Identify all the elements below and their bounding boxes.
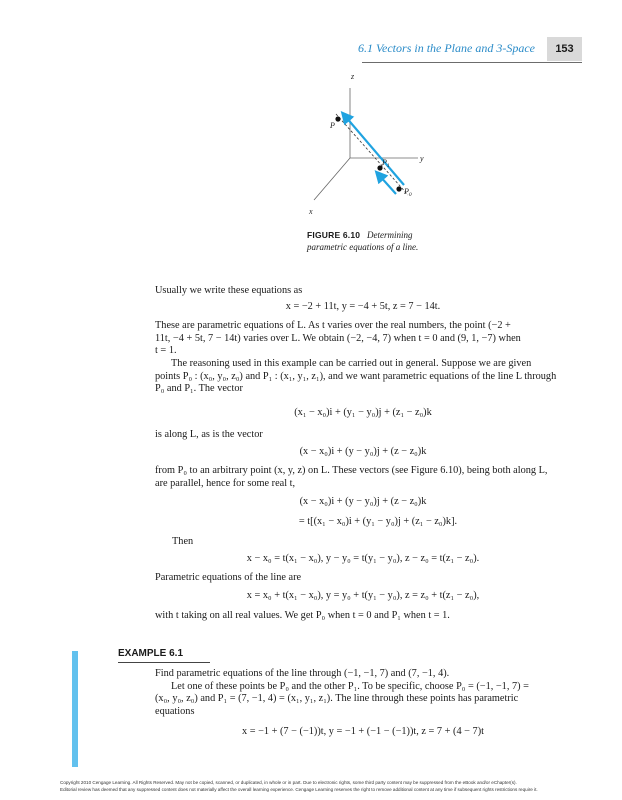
- svg-text:P: [329, 121, 335, 130]
- p-label: P: [330, 121, 335, 130]
- equation-6: x = x₀ + t(x₁ − x₀), y = y₀ + t(y₁ − y₀), z = z₀ + t(z₁ − z₀),: [246, 590, 480, 601]
- paragraph-from: [155, 465, 571, 490]
- example-line: Let one of these points be P₀ and the other P₁. To be specific, choose P₀ = (−1, −1, 7) =: [171, 680, 529, 692]
- paragraph-line: These are parametric equations of L. As t varies over the real numbers, the point (−2 +: [155, 320, 511, 331]
- caption-label: FIGURE 6.10: [307, 230, 361, 240]
- example-line: Find parametric equations of the line through (−1, −1, 7) and (7, −1, 4).: [155, 668, 450, 679]
- equation-1: x = −2 + 11t, y = −4 + 5t, z = 7 − 14t.: [285, 301, 441, 312]
- paragraph-conclusion: with t taking on all real values. We get P₀ when t = 0 and P₁ when t = 1.: [155, 610, 450, 621]
- y-label: y: [420, 154, 424, 163]
- footer-line: Editorial review has deemed that any suppressed content does not materially affect the overall learning experience. Cengage Learning reserves the right to remove additional content at any time if subsequent rights restrictions require it.: [60, 786, 538, 792]
- p0-sub: 0: [408, 192, 412, 198]
- running-title: 6.1 Vectors in the Plane and 3-Space: [358, 41, 535, 55]
- paragraph-along: is along L, as is the vector: [155, 429, 263, 440]
- page-number: 153: [547, 37, 582, 61]
- paragraph-line: t = 1.: [155, 345, 177, 356]
- example-rule: [118, 662, 210, 663]
- equation-4a: (x − x₀)i + (y − y₀)j + (z − z₀)k: [299, 496, 427, 507]
- equation-5: x − x₀ = t(x₁ − x₀), y − y₀ = t(y₁ − y₀), z − z₀ = t(z₁ − z₀).: [246, 553, 480, 564]
- figure-caption: [307, 229, 507, 253]
- x-label: x: [309, 207, 313, 216]
- paragraph-parametric: [155, 320, 571, 358]
- example-line: equations: [155, 705, 195, 717]
- then-text: Then: [172, 536, 194, 547]
- p1-sub: 1: [386, 163, 390, 169]
- paragraph-line: 11t, −4 + 5t, 7 − 14t) varies over L. We obtain (−2, −4, 7) when t = 0 and (9, 1, −7) when: [155, 332, 521, 344]
- footer-line: Copyright 2010 Cengage Learning. All Rights Reserved. May not be copied, scanned, or duplicated, in whole or in part. Due to electronic rights, some third party content may be suppressed from the eBook and/or eChapter(s).: [60, 780, 517, 785]
- dashed-line: [336, 114, 408, 195]
- caption-text-2: parametric equations of a line.: [307, 242, 419, 252]
- vector-p0-to-p1: [379, 175, 396, 194]
- paragraph-line: points P₀ : (x₀, y₀, z₀) and P₁ : (x₁, y₁, z₁), and we want parametric equations of the line L through: [155, 370, 557, 382]
- svg-text:P0: [403, 187, 412, 198]
- vector-p0-to-p: [345, 116, 404, 185]
- example-accent-bar: [72, 651, 78, 767]
- equation-2: (x₁ − x₀)i + (y₁ − y₀)j + (z₁ − z₀)k: [294, 407, 432, 418]
- figure-line-diagram: [300, 70, 440, 225]
- paragraph-line: from P₀ to an arbitrary point (x, y, z) on L. These vectors (see Figure 6.10), being both along L,: [155, 465, 548, 476]
- paragraph-line: are parallel, hence for some real t,: [155, 477, 296, 489]
- p0-label: P: [404, 187, 409, 196]
- header-rule: [362, 62, 582, 63]
- caption-text-1: Determining: [366, 230, 413, 240]
- copyright-footer: [60, 780, 580, 793]
- equation-4b: = t[(x₁ − x₀)i + (y₁ − y₀)j + (z₁ − z₀)k].: [298, 516, 458, 527]
- example-label: EXAMPLE 6.1: [118, 648, 184, 659]
- example-equation: x = −1 + (7 − (−1))t, y = −1 + (−1 − (−1))t, z = 7 + (4 − 7)t: [241, 726, 484, 737]
- point-p: [335, 116, 340, 121]
- paragraph-line-eqs: Parametric equations of the line are: [155, 572, 302, 583]
- p1-label: P: [382, 158, 387, 167]
- example-body: [155, 668, 571, 718]
- paragraph-line: The reasoning used in this example can be carried out in general. Suppose we are given: [171, 358, 532, 369]
- paragraph-intro: Usually we write these equations as: [155, 285, 303, 296]
- z-label: z: [351, 72, 355, 81]
- equation-3: (x − x₀)i + (y − y₀)j + (z − z₀)k: [299, 446, 427, 457]
- example-line: (x₀, y₀, z₀) and P₁ = (7, −1, 4) = (x₁, y₁, z₁). The line through these points has parametric: [155, 693, 519, 704]
- paragraph-line: P₀ and P₁. The vector: [155, 383, 243, 394]
- x-axis: [314, 158, 350, 200]
- paragraph-general: [155, 358, 571, 396]
- point-p0: [396, 186, 401, 191]
